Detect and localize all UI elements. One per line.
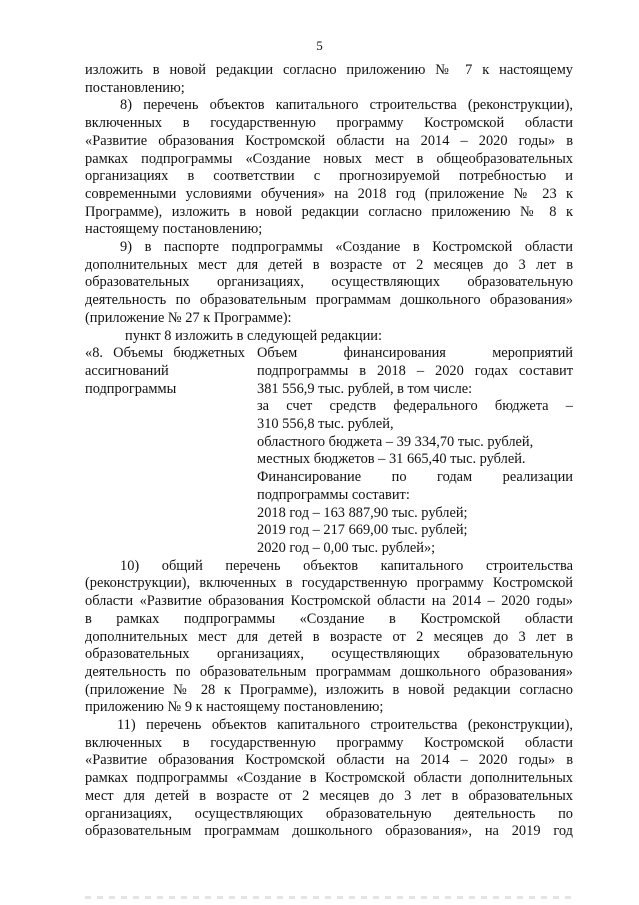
text-line: рамках подпрограммы «Создание в Костромской области дополнительных bbox=[85, 770, 573, 787]
text-line: настоящему постановлению; bbox=[85, 221, 263, 238]
text-line: 381 556,9 тыс. рублей, в том числе: bbox=[257, 380, 473, 397]
text-line: постановлению; bbox=[85, 79, 185, 96]
text-line: подпрограммы bbox=[85, 380, 177, 397]
table-left-cell bbox=[85, 345, 245, 398]
text-line: организациях в соответствии с прогнозируемой потребностью и bbox=[85, 168, 573, 185]
text-line: образовательных организациях, осуществляющих образовательную bbox=[85, 646, 573, 663]
text-line: 310 556,8 тыс. рублей, bbox=[257, 416, 394, 433]
text-line: Программе), изложить в новой редакции согласно приложению № 8 к bbox=[85, 203, 573, 220]
text-line: «Развитие образования Костромской области на 2014 – 2020 годы» в bbox=[85, 752, 573, 769]
text-line: организациях, осуществляющих образовательную деятельность по bbox=[85, 805, 573, 822]
text-line: 11) перечень объектов капитального строительства (реконструкции), bbox=[117, 717, 573, 734]
text-line: 2018 год – 163 887,90 тыс. рублей; bbox=[257, 504, 468, 521]
passport-table bbox=[85, 345, 573, 557]
text-line: деятельность по образовательным программам дошкольного образования» bbox=[85, 292, 573, 309]
page-number: 5 bbox=[316, 38, 323, 53]
text-line: включенных в государственную программу Костромской области bbox=[85, 734, 573, 751]
text-line: образовательных организациях, осуществляющих образовательную bbox=[85, 274, 573, 291]
text-line: 2019 год – 217 669,00 тыс. рублей; bbox=[257, 522, 468, 539]
text-line: приложению № 9 к настоящему постановлению; bbox=[85, 699, 384, 716]
text-line: деятельность по образовательным программам дошкольного образования» bbox=[85, 663, 573, 680]
text-line: местных бюджетов – 31 665,40 тыс. рублей. bbox=[257, 451, 526, 468]
text-line: 9) в паспорте подпрограммы «Создание в Костромской области bbox=[120, 239, 573, 256]
text-line: подпрограммы составит: bbox=[257, 486, 410, 503]
table-right-cell bbox=[257, 345, 573, 557]
text-line: дополнительных мест для детей в возрасте от 2 месяцев до 3 лет в bbox=[85, 256, 573, 273]
text-line: включенных в государственную программу Костромской области bbox=[85, 115, 573, 132]
text-line: (реконструкции), включенных в государственную программу Костромской bbox=[85, 575, 573, 592]
text-line: (приложение № 27 к Программе): bbox=[85, 309, 292, 326]
text-line: области «Развитие образования Костромской области на 2014 – 2020 годы» bbox=[85, 593, 573, 610]
text-line: пункт 8 изложить в следующей редакции: bbox=[125, 327, 382, 344]
text-block-bottom bbox=[85, 558, 573, 841]
text-line: в рамках подпрограммы «Создание в Костромской области bbox=[85, 610, 573, 627]
text-line: 10) общий перечень объектов капитального строительства bbox=[120, 557, 573, 574]
text-line: дополнительных мест для детей в возрасте от 2 месяцев до 3 лет в bbox=[85, 628, 573, 645]
document-body bbox=[85, 62, 573, 841]
footer-scan-noise bbox=[85, 896, 573, 899]
text-line: 8) перечень объектов капитального строительства (реконструкции), bbox=[120, 97, 573, 114]
text-line: за счет средств федерального бюджета – bbox=[257, 398, 573, 415]
text-line: (приложение № 28 к Программе), изложить в новой редакции согласно bbox=[85, 681, 573, 698]
text-line: рамках подпрограммы «Создание новых мест в общеобразовательных bbox=[85, 150, 573, 167]
text-line: подпрограммы в 2018 – 2020 годах составит bbox=[257, 362, 573, 379]
text-line: образовательным программам дошкольного образования», на 2019 год bbox=[85, 823, 573, 840]
text-line: ассигнований bbox=[85, 362, 169, 379]
text-line: областного бюджета – 39 334,70 тыс. рублей, bbox=[257, 433, 534, 450]
text-line: современными условиями обучения» на 2018 год (приложение № 23 к bbox=[85, 185, 573, 202]
text-line: Объем финансирования мероприятий bbox=[257, 345, 573, 362]
text-line: мест для детей в возрасте от 2 месяцев до 3 лет в образовательных bbox=[85, 787, 573, 804]
text-line: Финансирование по годам реализации bbox=[257, 469, 573, 486]
text-line: 2020 год – 0,00 тыс. рублей»; bbox=[257, 539, 436, 556]
text-line: «8. Объемы бюджетных bbox=[85, 345, 245, 362]
text-line: «Развитие образования Костромской области на 2014 – 2020 годы» в bbox=[85, 132, 573, 149]
text-block-top bbox=[85, 62, 573, 345]
text-line: изложить в новой редакции согласно приложению № 7 к настоящему bbox=[85, 62, 573, 78]
